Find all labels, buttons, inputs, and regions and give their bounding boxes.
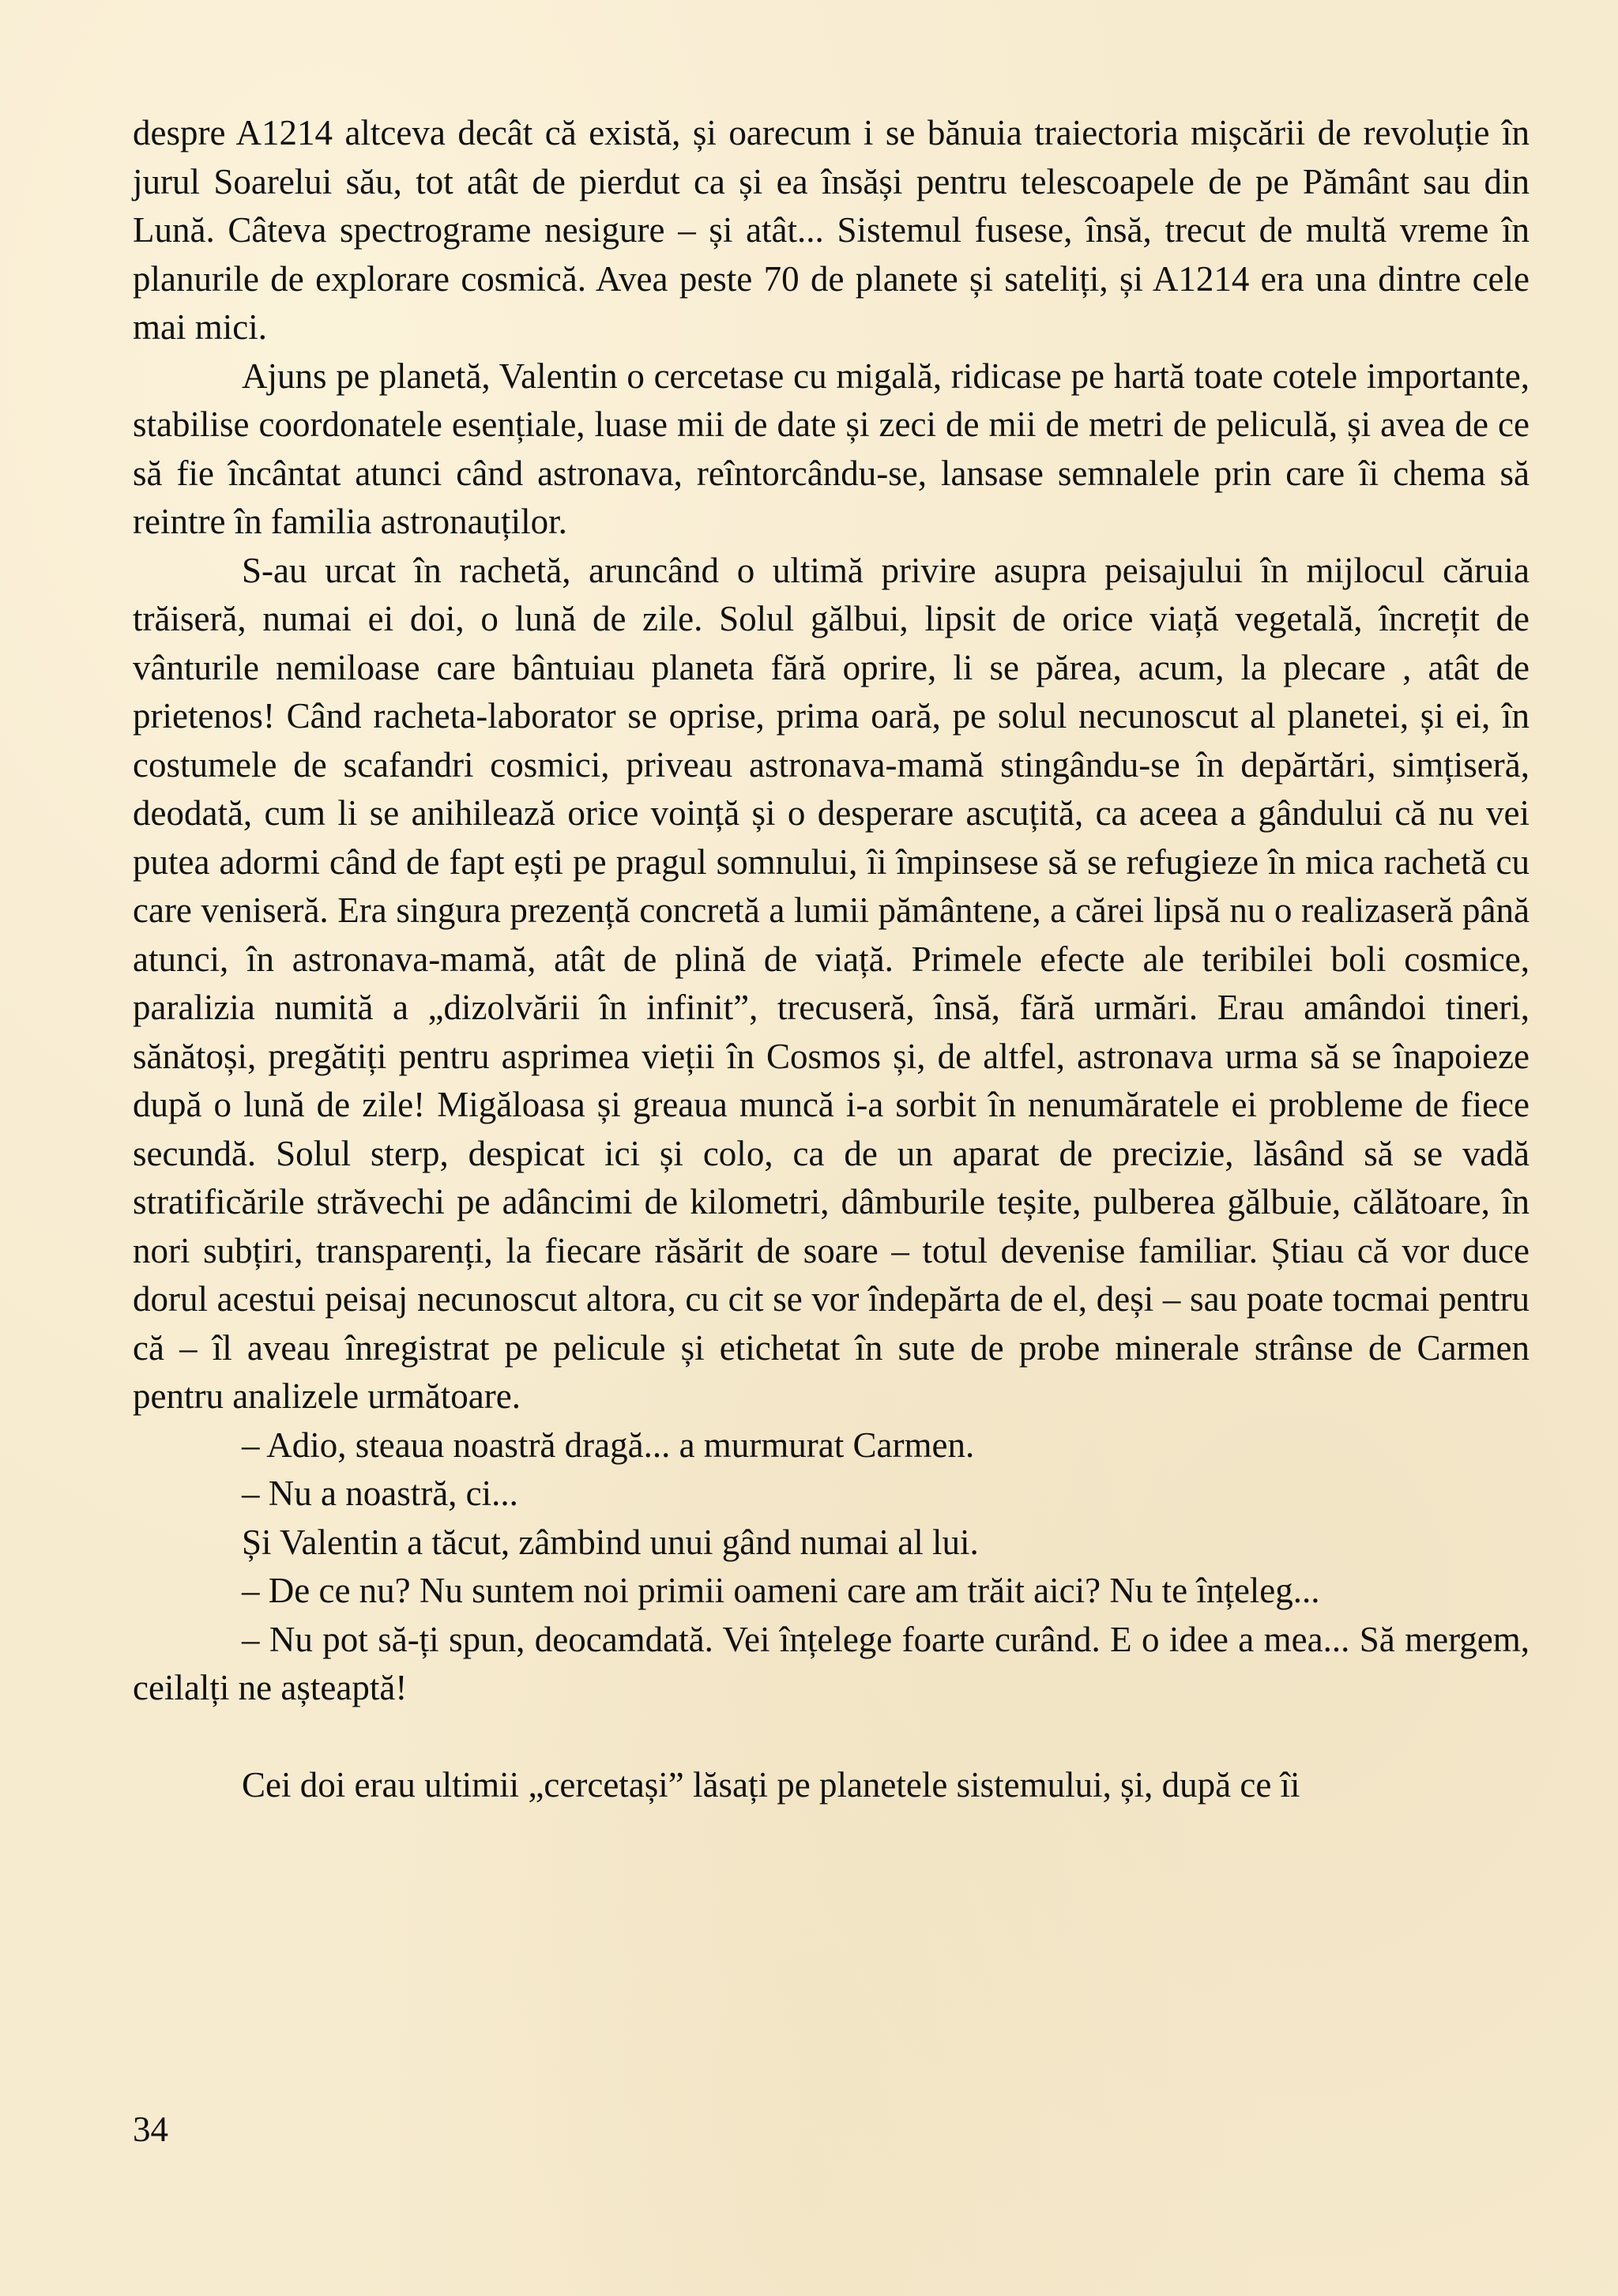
- paragraph-2: Ajuns pe planetă, Valentin o cercetase cu migală, ridicase pe hartă toate cotele importante, stabilise coordonatele esențiale, luase mii de date și zeci de mii de metri de peliculă, și avea de ce să fie încântat atunci când astronava, reîntorcându-se, lansase semnalele prin care îi chema să reintre în familia astronauților.: [133, 356, 1530, 541]
- dialogue-line-3: – De ce nu? Nu suntem noi primii oameni care am trăit aici? Nu te înțeleg...: [242, 1571, 1320, 1610]
- dialogue-line-4: – Nu pot să-ți spun, deocamdată. Vei înțelege foarte curând. E o idee a mea... Să mergem, ceilalți ne așteaptă!: [133, 1619, 1530, 1707]
- paragraph-3: S-au urcat în rachetă, aruncând o ultimă privire asupra peisajului în mijlocul căruia trăiseră, numai ei doi, o lună de zile. Solul gălbui, lipsit de orice viață vegetală, încrețit de vânturile nemiloase care bântuiau planeta fără oprire, li se părea, acum, la plecare , atât de prietenos! Când racheta-laborator se oprise, prima oară, pe solul necunoscut al planetei, și ei, în costumele de scafandri cosmici, priveau astronava-mamă stingându-se în depărtări, simțiseră, deodată, cum li se anihilează orice voință și o desperare ascuțită, ca aceea a gândului că nu vei putea adormi când de fapt ești pe pragul somnului, îi împinsese să se refugieze în mica rachetă cu care veniseră. Era singura prezență concretă a lumii pământene, a cărei lipsă nu o realizaseră până atunci, în astronava-mamă, atât de plină de viață. Primele efecte ale teribilei boli cosmice, paralizia numită a „dizolvării în infinit”, trecuseră, însă, fără urmări. Erau amândoi tineri, sănătoși, pregătiți pentru asprimea vieții în Cosmos și, de altfel, astronava urma să se înapoieze după o lună de zile! Migăloasa și greaua muncă i-a sorbit în nenumăratele ei probleme de fiece secundă. Solul sterp, despicat ici și colo, ca de un aparat de precizie, lăsând să se vadă stratificările străvechi pe adâncimi de kilometri, dâmburile teșite, pulberea gălbuie, călătoare, în nori subțiri, transparenți, la fiecare răsărit de soare – totul devenise familiar. Știau că vor duce dorul acestui peisaj necunoscut altora, cu cit se vor îndepărta de el, deși – sau poate tocmai pentru că – îl aveau înregistrat pe pelicule și etichetat în sute de probe minerale strânse de Carmen pentru analizele următoare.: [133, 550, 1530, 1416]
- paragraph-last: Cei doi erau ultimii „cercetași” lăsați pe planetele sistemului, și, după ce îi: [242, 1765, 1300, 1805]
- page-number: 34: [133, 2110, 168, 2149]
- dialogue-line-1: – Adio, steaua noastră dragă... a murmurat Carmen.: [242, 1425, 975, 1465]
- dialogue-line-2: – Nu a noastră, ci...: [242, 1474, 518, 1513]
- narration-line: Și Valentin a tăcut, zâmbind unui gând numai al lui.: [242, 1522, 979, 1562]
- paragraph-1: despre A1214 altceva decât că există, și oarecum i se bănuia traiectoria mișcării de revoluție în jurul Soarelui său, tot atât de pierdut ca și ea însăși pentru telescoapele de pe Pământ sau din Lună. Câteva spectrograme nesigure – și atât... Sistemul fusese, însă, trecut de multă vreme în planurile de explorare cosmică. Avea peste 70 de planete și sateliți, și A1214 era una dintre cele mai mici.: [133, 113, 1530, 347]
- body-text: [133, 109, 1530, 1810]
